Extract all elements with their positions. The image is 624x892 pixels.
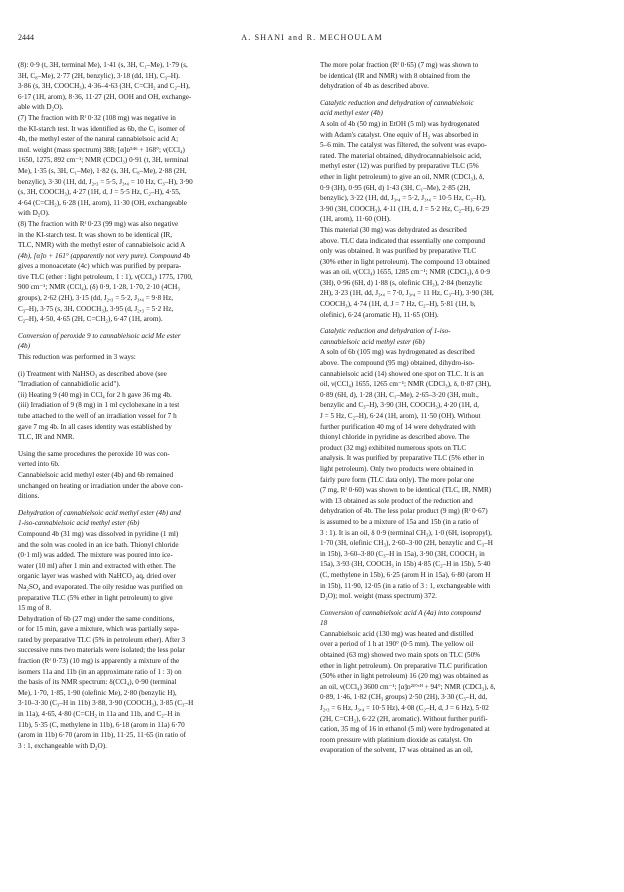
text-line: above. The compound (95 mg) obtained, dihydro-iso-: [320, 359, 475, 368]
text-line: 900 cm⁻¹; NMR (CCl₄), (δ) 0·9, 1·28, 1·70, 2·10 (4CH₃: [18, 283, 180, 292]
text-line: with 13 obtained as sole product of the reduction and: [320, 496, 473, 505]
text-line: successive runs two materials were isolated; the less polar: [18, 646, 185, 655]
text-line: 4b, the methyl ester of the natural cannabielsoic acid A;: [18, 135, 179, 144]
text-line: Catalytic reduction and dehydration of cannabielsoic: [320, 98, 474, 107]
text-line: ether in light petroleum) to give an oil, NMR (CDCl₃), δ,: [320, 172, 485, 181]
text-line: (2H, C=CH₂), 6·22 (2H, aromatic). Without further purifi-: [320, 714, 488, 723]
text-line: dehydration of 4b as described above.: [320, 82, 429, 91]
text-line: This material (30 mg) was dehydrated as described: [320, 225, 467, 234]
text-line: (30% ether in light petroleum). The compound 13 obtained: [320, 257, 490, 266]
text-line: 11b), 5·35 (C, methylene in 11b), 6·18 (arom in 11a) 6·70: [18, 720, 185, 729]
text-line: tube attached to the well of an irradiation vessel for 7 h: [18, 412, 177, 420]
text-line: (8): 0·9 (t, 3H, terminal Me), 1·41 (s, 3H, C₁–Me), 1·79 (s,: [18, 61, 188, 69]
text-line: Dehydration of cannabielsoic acid methyl ester (4b) and: [18, 508, 181, 517]
text-line: 1-iso-cannabielsoic acid methyl ester (6b): [18, 519, 140, 528]
text-line: "Irradiation of cannabidiolic acid").: [18, 380, 121, 389]
text-line: benzylic and C₃–H), 3·90 (3H, COOCH₃), 4·20 (1H, d,: [320, 401, 479, 410]
text-line: organic layer was washed with NaHCO₃ aq, dried over: [18, 572, 176, 581]
text-line: the KI-starch test. It was identified as 6b, the C₁ isomer of: [18, 124, 186, 133]
text-line: (8) The fraction with Rᶠ 0·23 (99 mg) was also negative: [18, 219, 179, 228]
text-line: methyl ester (12) was purified by preparative TLC (5%: [320, 162, 479, 171]
text-line: 0·89, 1·46, 1·82 (CH₃ groups) 2·50 (2H), 3·30 (C₃–H, dd,: [320, 693, 488, 702]
text-line: and the soln was cooled in an ice bath. Thionyl chloride: [18, 540, 179, 549]
text-line: in 15b), 3·60–3·80 (C₃–H in 15a), 3·90 (3H, COOCH₃ in: [320, 549, 485, 558]
text-line: tive TLC (ether : light petroleum, 1 : 1), ν(CCl₄) 1775, 1700,: [18, 272, 193, 281]
text-line: benzylic), 3·30 (1H, dd, J₂,₃ = 5·5, J₃,₄ = 10 Hz, C₃–H), 3·90: [18, 177, 193, 186]
text-line: room pressure with platinium dioxide as catalyst. On: [320, 735, 473, 744]
text-line: 0·9 (3H), 0·95 (6H, d) 1·43 (3H, C₁–Me), 2·85 (2H,: [320, 183, 471, 192]
text-line: (C, methylene in 15b), 6·25 (arom H in 15a), 6·80 (arom H: [320, 570, 491, 579]
text-line: 15a), 3·93 (3H, COOCH₃ in 15b) 4·85 (C₂–H in 15b), 5·40: [320, 560, 491, 569]
page-number: 2444: [18, 33, 34, 42]
text-line: Dehydration of 6b (27 mg) under the same conditions,: [18, 614, 175, 623]
text-line: 0·89 (6H, d), 1·28 (3H, C₁–Me), 2·65–3·20 (3H, mult.,: [320, 390, 479, 399]
text-line: 15 mg of 8.: [18, 604, 52, 613]
text-line: in 15b), 11·90, 12·05 (in a ratio of 3 : 1, exchangeable with: [320, 581, 491, 590]
text-line: further purification 40 mg of 14 were dehydrated with: [320, 422, 476, 431]
text-line: Using the same procedures the peroxide 10 was con-: [18, 449, 170, 458]
text-line: J = 5 Hz, C₂–H), 6·24 (1H, arom), 11·50 (OH). Without: [320, 412, 481, 420]
text-line: A soln of 4b (50 mg) in EtOH (5 ml) was hydrogenated: [320, 119, 480, 128]
text-line: (50% ether in light petroleum) 16 (20 mg) was obtained as: [320, 672, 489, 681]
text-line: dehydration of 4b. The less polar product (9 mg) (Rᶠ 0·67): [320, 507, 488, 516]
text-line: C₂–H), 4·50, 4·65 (2H, C=CH₂), 6·47 (1H, arom).: [18, 315, 163, 324]
text-line: an oil, ν(CCl₄) 3600 cm⁻¹; [α]ᴅ²¹°ᶜᴴ + 94°; NMR (CDCl₃), δ,: [320, 682, 496, 691]
text-line: TLC, NMR) with the methyl ester of cannabielsoic acid A: [18, 241, 186, 250]
right-text-column: [320, 60, 608, 822]
text-line: was an oil, ν(CCl₄) 1655, 1285 cm⁻¹; NMR (CDCl₃), δ 0·9: [320, 268, 490, 277]
text-line: (7 mg, Rᶠ 0·60) was shown to be identical (TLC, IR, NMR): [320, 486, 492, 495]
text-line: 3·90 (3H, COOCH₃), 4·11 (1H, d, J = 5·2 Hz, C₂–H), 6·29: [320, 204, 490, 213]
text-line: water (10 ml) after 1 min and extracted with ether. The: [18, 561, 176, 570]
text-line: (1H, arom), 11·60 (OH).: [320, 215, 391, 224]
text-line: ether in light petroleum). On preparative TLC purification: [320, 661, 488, 670]
text-line: ditions.: [18, 492, 40, 501]
text-line: above. TLC data indicated that essentially one compound: [320, 236, 486, 245]
text-line: J₂,₃ = 6 Hz, J₃,₄ = 10·5 Hz), 4·08 (C₂–H, d, J = 6 Hz), 5·02: [320, 704, 489, 713]
text-line: 5–6 min. The catalyst was filtered, the solvent was evapo-: [320, 141, 487, 150]
text-line: in the KI-starch test. It was shown to be identical (IR,: [18, 230, 173, 239]
text-line: (arom in 11b) 6·70 (arom in 11b), 11·25, 11·65 (in ratio of: [18, 731, 186, 740]
text-line: 1·70 (3H, olefinic CH₃), 2·60–3·00 (2H, benzylic and C₃–H: [320, 539, 493, 548]
text-line: D₂O); mol. weight (mass spectrum) 372.: [320, 592, 437, 601]
text-line: Catalytic reduction and dehydration of 1-iso-: [320, 327, 451, 336]
text-line: [320, 816, 608, 822]
text-line: gave 7 mg 4b. In all cases identity was established by: [18, 422, 172, 431]
text-line: (0·1 ml) was added. The mixture was poured into ice-: [18, 551, 173, 560]
text-line: isomers 11a and 11b (in an approximate ratio of 1 : 3) on: [18, 667, 182, 676]
text-line: A soln of 6b (105 mg) was hydrogenated as described: [320, 348, 475, 357]
text-line: 6·17 (1H, arom), 8·36, 11·27 (2H, OOH and OH, exchange-: [18, 92, 192, 101]
text-line: acid methyl ester (4b): [320, 109, 383, 118]
text-line: able with D₂O).: [18, 103, 64, 112]
text-line: (3H), 0·96 (6H, d) 1·88 (s, olefinic CH₃), 2·84 (benzylic: [320, 278, 483, 287]
text-line: mol. weight (mass spectrum) 388; [α]ᴅ⁵⁴⁶ + 168°; ν(CCl₄): [18, 145, 185, 154]
running-header-authors: A. SHANI and R. MECHOULAM: [241, 33, 383, 42]
text-line: be identical (IR and NMR) with 8 obtained from the: [320, 71, 471, 80]
text-line: (4b), [α]ᴅ + 161° (apparently not very pure). Compound 4b: [18, 251, 191, 260]
text-line: 2H), 3·23 (1H, dd, J₃,₄ = 7·0, J₃,₄ = 11 Hz, C₃–H), 3·90 (3H,: [320, 289, 494, 298]
text-line: 3 : 1). It is an oil, δ 0·9 (terminal CH₃), 1·0 (6H, isopropyl),: [320, 528, 492, 537]
text-line: (4b): [18, 342, 30, 351]
text-line: oil, ν(CCl₄) 1655, 1265 cm⁻¹; NMR (CDCl₃), δ, 0·87 (3H),: [320, 380, 491, 389]
text-line: light petroleum). Only two products were obtained in: [320, 464, 474, 473]
text-line: 3·10–3·30 (C₃–H in 11b) 3·88, 3·90 (COOCH₃), 3·85 (C₃–H: [18, 699, 194, 708]
text-line: (ii) Heating 9 (40 mg) in CCl₄ for 2 h gave 36 mg 4b.: [18, 390, 172, 399]
text-line: 1650, 1275, 892 cm⁻¹; NMR (CDCl₃) 0·91 (t, 3H, terminal: [18, 156, 189, 165]
text-line: with Adam's catalyst. One equiv of H₂ was absorbed in: [320, 130, 479, 139]
text-line: cannabielsoic acid methyl ester (6b): [320, 337, 425, 346]
text-line: 3·86 (s, 3H, COOCH₃), 4·36–4·63 (3H, C=CH₂ and C₂–H),: [18, 82, 190, 91]
text-line: This reduction was performed in 3 ways:: [18, 353, 136, 362]
text-line: Me), 1·35 (s, 3H, C₁–Me), 1·82 (s, 3H, C₈–Me), 2·88 (2H,: [18, 166, 187, 175]
text-line: analysis. It was purified by preparative TLC (5% ether in: [320, 454, 485, 463]
text-line: with D₂O).: [18, 209, 50, 218]
text-line: Conversion of peroxide 9 to cannabielsoic acid Me ester: [18, 331, 181, 340]
text-line: or for 15 min, gave a mixture, which was partially sepa-: [18, 625, 180, 634]
text-line: Cannabielsoic acid methyl ester (4b) and 6b remained: [18, 470, 174, 479]
text-line: benzylic), 3·22 (1H, dd, J₃,₄ = 5·2, J₃,₄ = 10·5 Hz, C₃–H),: [320, 194, 486, 203]
text-line: in 11a), 4·65, 4·80 (C=CH₂ in 11a and 11b, and C₂–H in: [18, 710, 180, 719]
text-line: cation, 35 mg of 16 in ethanol (5 ml) were hydrogenated at: [320, 725, 490, 734]
text-line: (i) Treatment with NaHSO₃ as described above (see: [18, 369, 167, 378]
text-line: thionyl chloride in pyridine as described above. The: [320, 433, 470, 442]
text-line: rated by preparative TLC (5% in petroleum ether). After 3: [18, 635, 186, 644]
text-line: Cannabielsoic acid (130 mg) was heated and distilled: [320, 629, 474, 638]
text-line: Conversion of cannabielsoic acid A (4a) into compound: [320, 608, 481, 617]
text-line: groups), 2·62 (2H), 3·15 (dd, J₂,₃ = 5·2, J₃,₄ = 9·8 Hz,: [18, 294, 174, 303]
text-line: gives a monoacetate (4c) which was purified by prepara-: [18, 262, 182, 271]
text-line: Me), 1·70, 1·85, 1·90 (olefinic Me), 2·80 (benzylic H),: [18, 688, 177, 697]
text-line: rated. The material obtained, dihydrocannabielsoic acid,: [320, 151, 482, 160]
text-line: obtained (63 mg) showed two main spots on TLC (50%: [320, 651, 481, 660]
text-line: the basis of its NMR spectrum: δ(CCl₄), 0·90 (terminal: [18, 678, 177, 687]
text-line: over a period of 1 h at 190° (0·5 mm). The yellow oil: [320, 640, 474, 649]
text-line: evaporation of the solvent, 17 was obtained as an oil,: [320, 746, 473, 755]
text-line: 4·64 (C=CH₂), 6·28 (1H, arom), 11·30 (OH, exchangeable: [18, 198, 187, 207]
text-line: preparative TLC (5% ether in light petroleum) to give: [18, 593, 173, 602]
text-line: product (32 mg) exhibited numerous spots on TLC: [320, 443, 467, 452]
text-line: verted into 6b.: [18, 460, 60, 469]
text-line: is assumed to be a mixture of 15a and 15b (in a ratio of: [320, 517, 479, 526]
left-text-column: [18, 60, 306, 829]
text-line: The more polar fraction (Rᶠ 0·65) (7 mg) was shown to: [320, 61, 479, 69]
text-line: (iii) Irradiation of 9 (8 mg) in 1 ml cyclohexane in a test: [18, 401, 180, 410]
text-line: COOCH₃), 4·74 (1H, d, J = 7 Hz, C₂–H), 5·81 (1H, b,: [320, 300, 476, 309]
text-line: fairly pure form (TLC data only). The more polar one: [320, 475, 475, 484]
text-line: 18: [320, 619, 328, 628]
text-line: Compound 4b (31 mg) was dissolved in pyridine (1 ml): [18, 529, 179, 538]
text-line: olefinic), 6·24 (aromatic H), 11·65 (OH).: [320, 310, 439, 319]
text-line: 3 : 1, exchangeable with D₂O).: [18, 741, 107, 750]
text-line: unchanged on heating or irradiation under the above con-: [18, 481, 183, 490]
text-line: [18, 823, 306, 829]
text-line: C₃–H), 3·75 (s, 3H, COOCH₃), 3·95 (d, J₂,₃ = 5·2 Hz,: [18, 304, 174, 313]
text-line: only was obtained. It was purified by preparative TLC: [320, 247, 477, 256]
text-line: fraction (Rᶠ 0·73) (10 mg) is apparently a mixture of the: [18, 657, 180, 666]
text-line: TLC, IR and NMR.: [18, 433, 75, 442]
text-line: (7) The fraction with Rᶠ 0·32 (108 mg) was negative in: [18, 113, 176, 122]
text-line: 3H, C₈–Me), 2·77 (2H, benzylic), 3·18 (dd, 1H), C₃–H).: [18, 71, 181, 80]
text-line: Na₂SO₄ and evaporated. The oily residue was purified on: [18, 582, 183, 591]
text-line: (s, 3H, COOCH₃), 4·27 (1H, d, J = 5·5 Hz, C₂–H), 4·55,: [18, 188, 181, 197]
text-line: cannabielsoic acid (14) showed one spot on TLC. It is an: [320, 369, 484, 378]
